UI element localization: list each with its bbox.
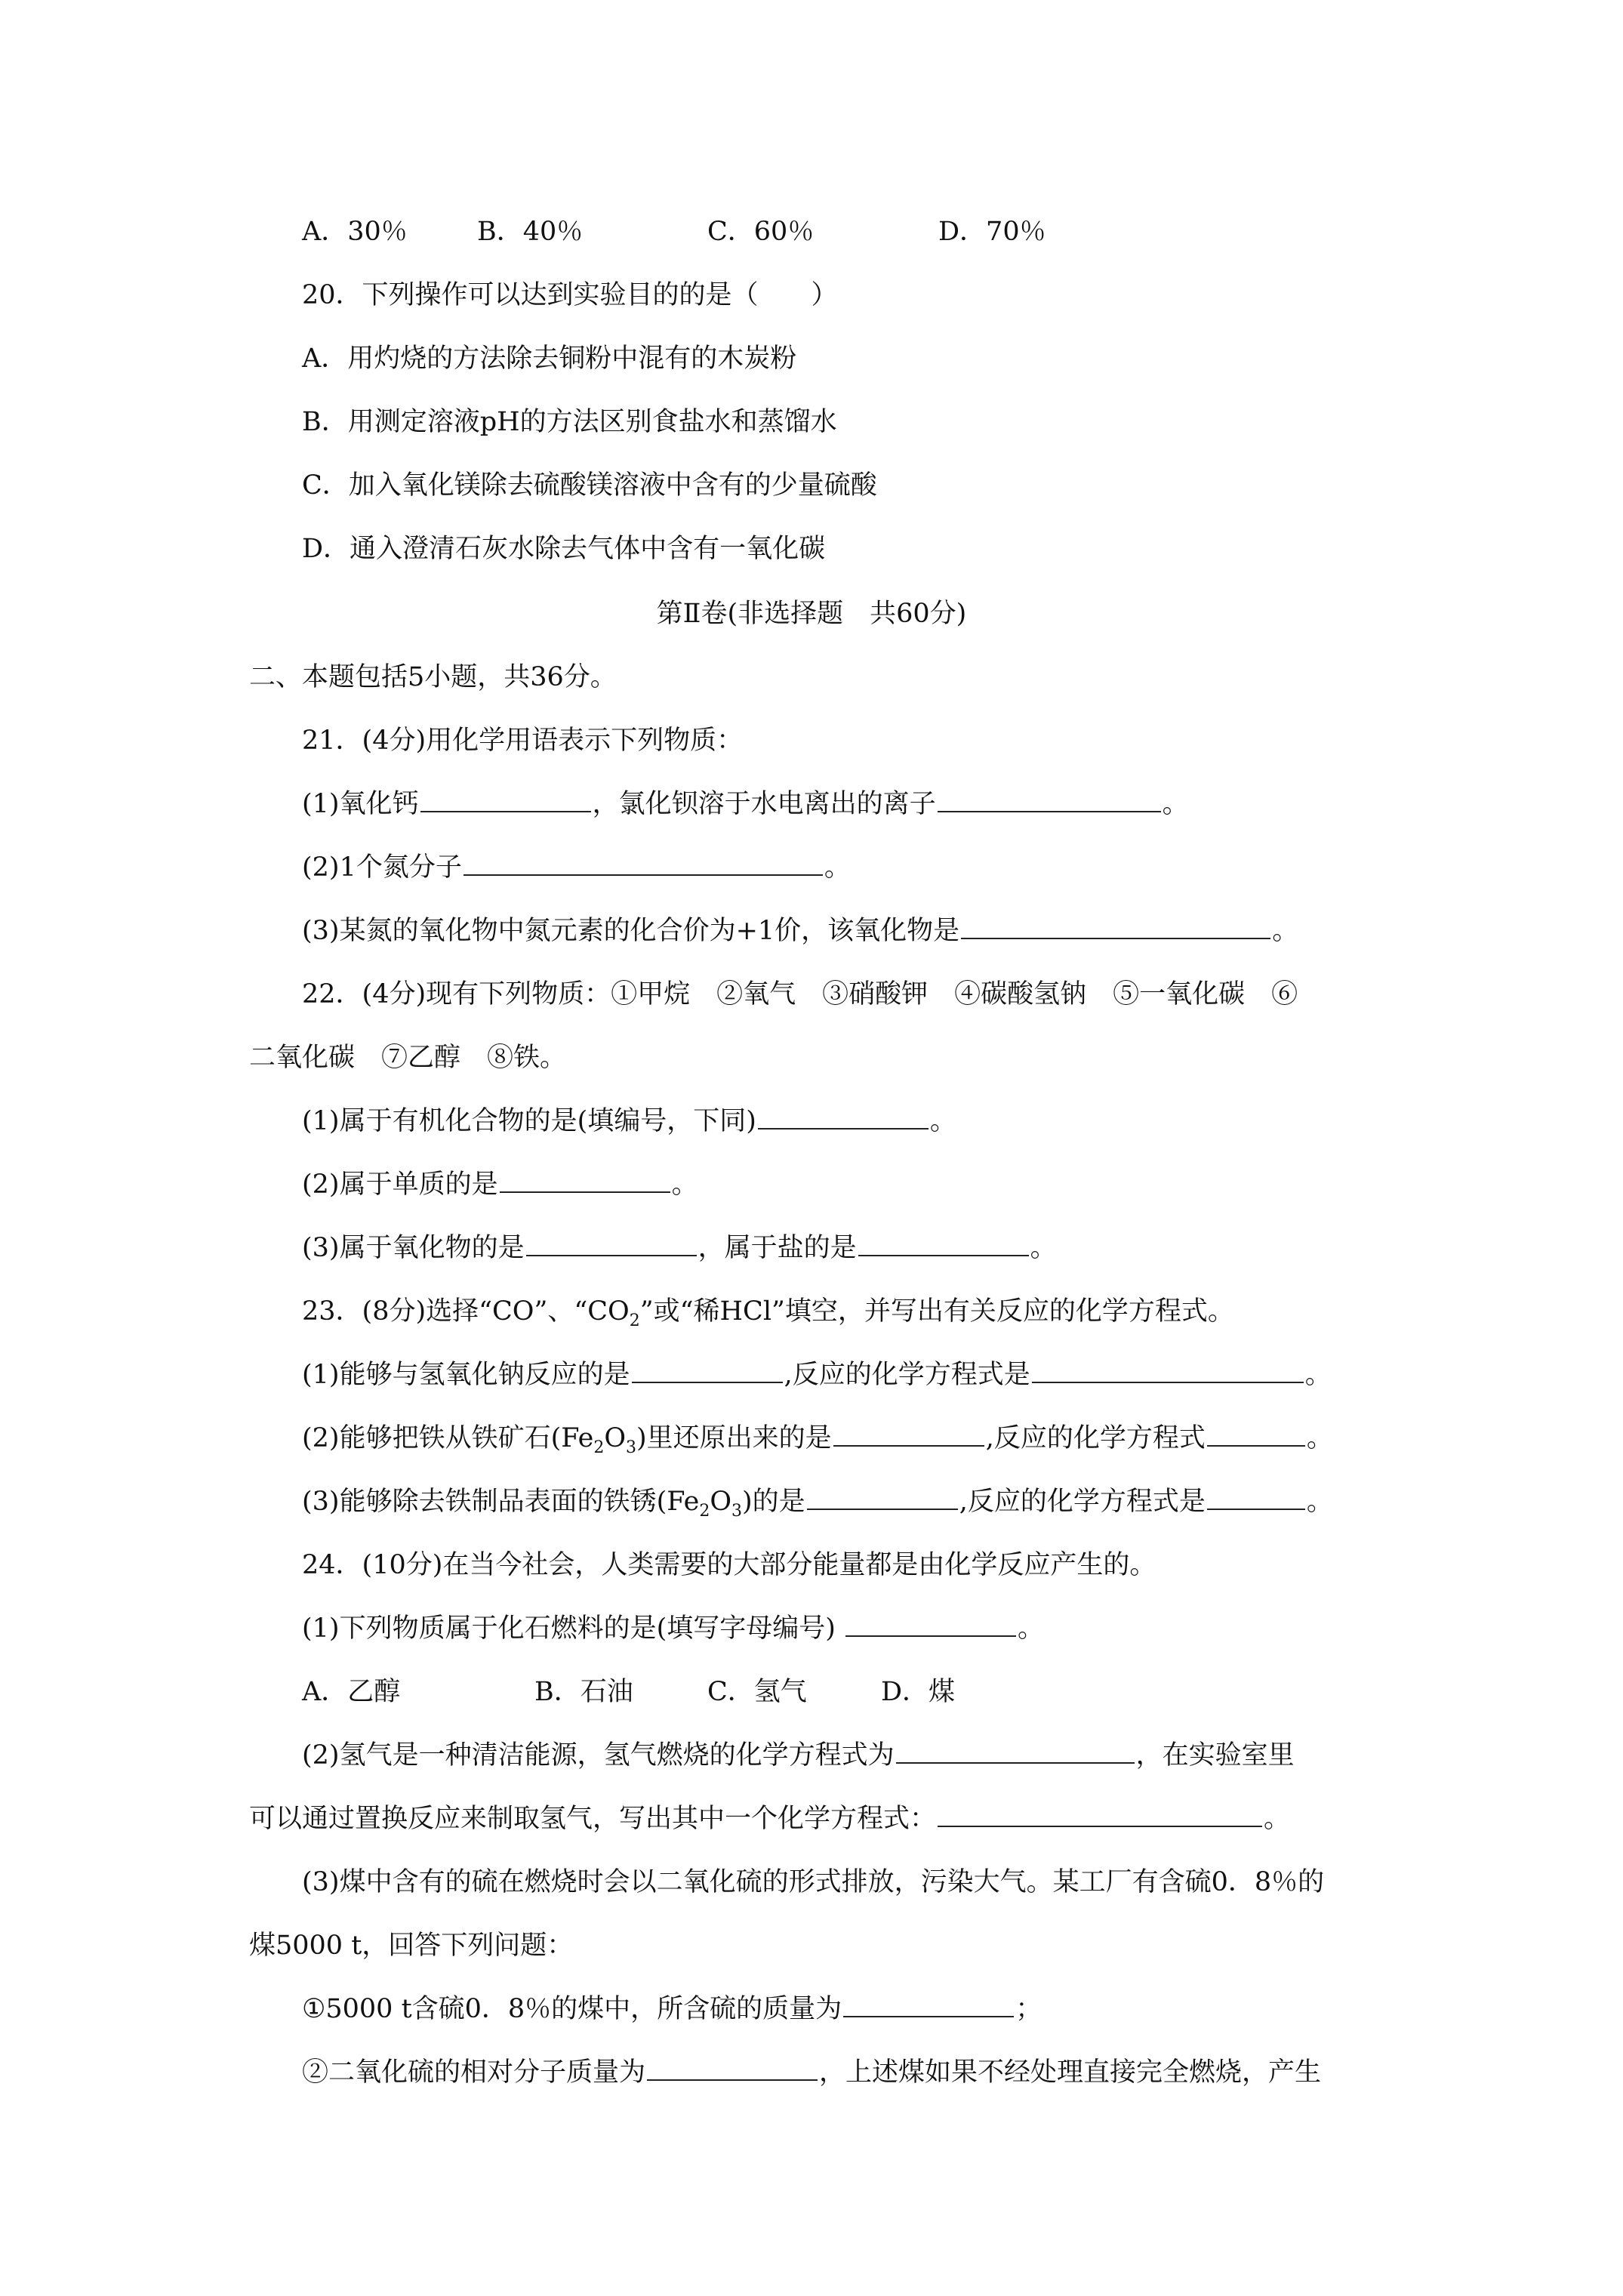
q19-option-c: C．60％	[707, 217, 815, 247]
answer-blank[interactable]	[845, 1610, 1016, 1637]
q24-part2-line2: 可以通过置换反应来制取氢气，写出其中一个化学方程式： 。	[249, 1800, 1290, 1838]
q24-stem: 24．(10分)在当今社会，人类需要的大部分能量都是由化学反应产生的。	[302, 1550, 1156, 1580]
answer-blank[interactable]	[961, 912, 1270, 939]
section2-heading: 二、本题包括5小题，共36分。	[249, 662, 617, 692]
q24-option-c: C．氢气	[707, 1677, 807, 1707]
answer-blank[interactable]	[858, 1229, 1029, 1256]
q23-part3: (3)能够除去铁制品表面的铁锈$(Fe_2O_3)$的是 ,反应的化学方程式是 。	[302, 1483, 1333, 1530]
answer-blank[interactable]	[420, 785, 591, 812]
answer-blank[interactable]	[938, 1800, 1262, 1827]
q24-option-a: A．乙醇	[302, 1677, 401, 1707]
q22-stem-line1: 22．(4分)现有下列物质：①甲烷 ②氧气 ③硝酸钾 ④碳酸氢钠 ⑤一氧化碳 ⑥	[302, 979, 1298, 1009]
q24-part1: (1)下列物质属于化石燃料的是(填写字母编号) 。	[302, 1610, 1044, 1647]
answer-blank[interactable]	[758, 1102, 929, 1130]
answer-blank[interactable]	[526, 1229, 697, 1256]
q19-option-a: A．30％	[302, 217, 408, 247]
q20-option-c: C．加入氧化镁除去硫酸镁溶液中含有的少量硫酸	[302, 470, 877, 501]
answer-blank[interactable]	[1032, 1356, 1304, 1383]
q24-sub1: ①5000 t含硫0．8％的煤中，所含硫的质量为 ；	[302, 1990, 1042, 2028]
q22-part3: (3)属于氧化物的是 ，属于盐的是 。	[302, 1229, 1057, 1267]
answer-blank[interactable]	[843, 1990, 1014, 2017]
q24-part2-line1: (2)氢气是一种清洁能源，氢气燃烧的化学方程式为 ，在实验室里	[302, 1737, 1295, 1774]
q21-part1: (1)氧化钙 ，氯化钡溶于水电离出的离子 。	[302, 785, 1189, 823]
answer-blank[interactable]	[807, 1483, 958, 1510]
answer-blank[interactable]	[938, 785, 1161, 812]
answer-blank[interactable]	[1207, 1483, 1305, 1510]
q20-option-b: B．用测定溶液pH的方法区别食盐水和蒸馏水	[302, 407, 837, 437]
answer-blank[interactable]	[463, 849, 823, 876]
q21-part2: (2)1个氮分子 。	[302, 849, 851, 886]
q22-part2: (2)属于单质的是 。	[302, 1166, 698, 1203]
q22-stem-line2: 二氧化碳 ⑦乙醇 ⑧铁。	[249, 1043, 567, 1073]
q24-option-d: D．煤	[881, 1677, 956, 1707]
q21-stem: 21．(4分)用化学用语表示下列物质：	[302, 726, 744, 756]
q24-part3-line2: 煤5000 t，回答下列问题：	[249, 1931, 574, 1961]
answer-blank[interactable]	[500, 1166, 670, 1193]
q20-stem: 20．下列操作可以达到实验目的的是（ ）	[302, 280, 838, 310]
answer-blank[interactable]	[833, 1419, 984, 1447]
part2-title: 第Ⅱ卷(非选择题 共60分)	[656, 599, 967, 629]
q23-stem: 23．(8分)选择“CO”、“$CO_2$”或“稀HCl”填空，并写出有关反应的化学方程式。	[302, 1296, 1234, 1330]
q19-option-d: D．70％	[938, 217, 1046, 247]
q20-option-d: D．通入澄清石灰水除去气体中含有一氧化碳	[302, 534, 826, 564]
q20-option-a: A．用灼烧的方法除去铜粉中混有的木炭粉	[302, 344, 797, 374]
answer-blank[interactable]	[647, 2054, 818, 2081]
q24-sub2: ②二氧化硫的相对分子质量为 ，上述煤如果不经处理直接完全燃烧，产生	[302, 2054, 1321, 2091]
q22-part1: (1)属于有机化合物的是(填编号，下同) 。	[302, 1102, 956, 1140]
q23-part1: (1)能够与氢氧化钠反应的是 ,反应的化学方程式是 。	[302, 1356, 1332, 1394]
answer-blank[interactable]	[896, 1737, 1135, 1764]
q23-part2: (2)能够把铁从铁矿石$(Fe_2O_3)$里还原出来的是 ,反应的化学方程式 。	[302, 1419, 1333, 1467]
answer-blank[interactable]	[1207, 1419, 1305, 1447]
q21-part3: (3)某氮的氧化物中氮元素的化合价为+1价，该氧化物是 。	[302, 912, 1298, 950]
q19-option-b: B．40％	[477, 217, 584, 247]
q24-part3-line1: (3)煤中含有的硫在燃烧时会以二氧化硫的形式排放，污染大气。某工厂有含硫0．8％的	[302, 1867, 1325, 1897]
answer-blank[interactable]	[632, 1356, 783, 1383]
q24-option-b: B．石油	[534, 1677, 633, 1707]
